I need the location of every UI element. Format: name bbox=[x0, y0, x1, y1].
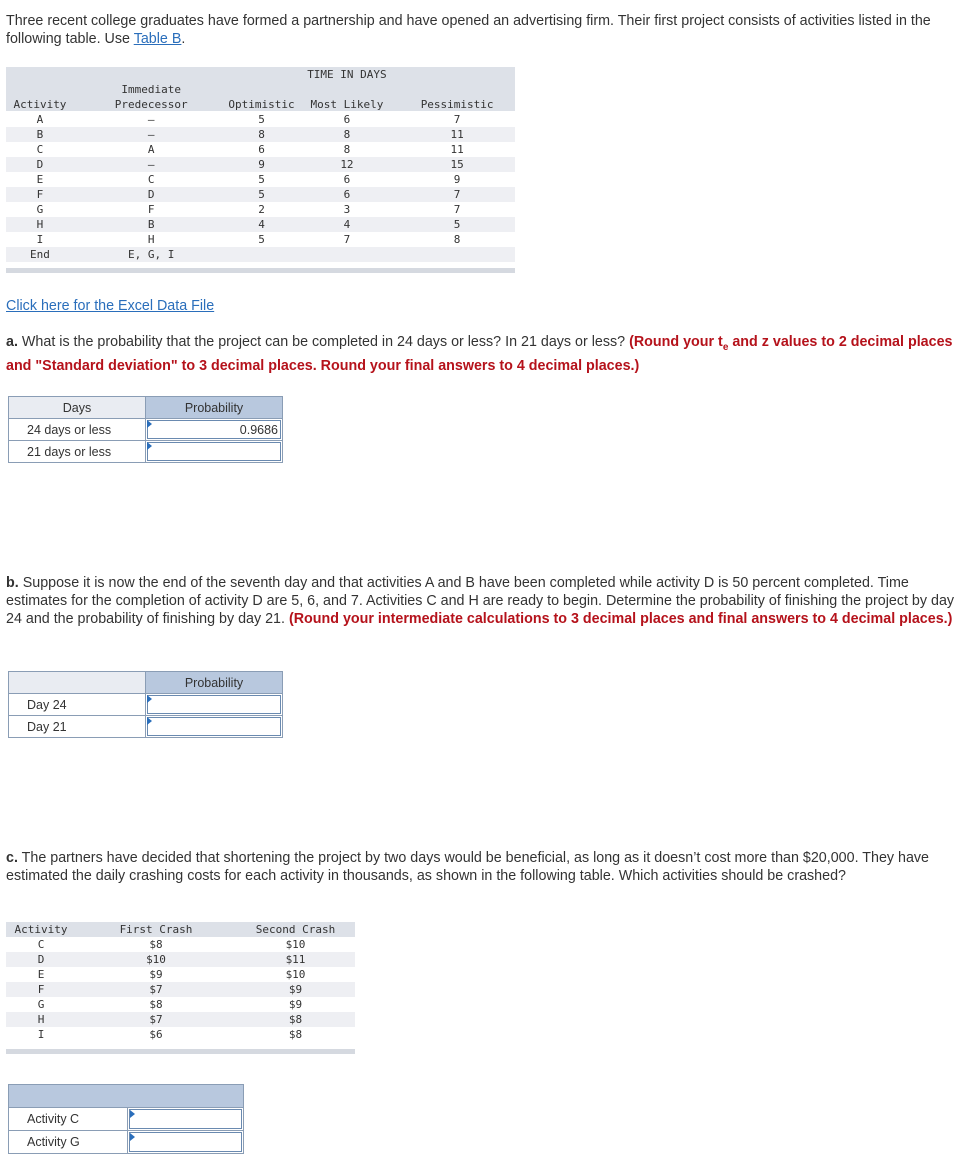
pessimistic-cell: 15 bbox=[399, 157, 515, 172]
answer-input-activity-c[interactable] bbox=[129, 1109, 242, 1129]
second-crash-header: Second Crash bbox=[236, 922, 355, 937]
crash-activity-cell: F bbox=[6, 982, 76, 997]
first-crash-cell: $7 bbox=[76, 1012, 236, 1027]
pessimistic-cell: 11 bbox=[399, 127, 515, 142]
probability-input-21-days[interactable] bbox=[146, 441, 283, 463]
predecessor-cell: A bbox=[147, 143, 155, 156]
first-crash-cell: $8 bbox=[149, 998, 163, 1011]
activity-cell: H bbox=[6, 217, 74, 232]
activity-cell: F bbox=[6, 187, 74, 202]
most-likely-cell: 12 bbox=[295, 157, 400, 172]
activity-cell: G bbox=[36, 203, 44, 216]
crash-activity-cell: G bbox=[37, 998, 45, 1011]
part-a-answer-table bbox=[8, 396, 283, 463]
table-divider bbox=[6, 268, 515, 273]
crash-activity-cell: D bbox=[6, 952, 76, 967]
second-crash-cell: $9 bbox=[236, 982, 355, 997]
part-b-answer-table bbox=[8, 671, 283, 738]
activity-row bbox=[6, 232, 515, 247]
crash-activity-cell: H bbox=[6, 1012, 76, 1027]
predecessor-cell: B bbox=[74, 217, 229, 232]
optimistic-cell: 5 bbox=[228, 187, 294, 202]
part-c-text: The partners have decided that shortening the project by two days would be beneficial, as long as it doesn’t cost more than $20,000. They have estimated the daily crashing costs for each activity in thousands, as shown in the following table. Which activities should be crashed? bbox=[6, 850, 930, 884]
days-header: Days bbox=[9, 397, 146, 419]
first-crash-cell: $8 bbox=[149, 938, 163, 951]
optimistic-header: Optimistic bbox=[228, 98, 295, 111]
crash-row bbox=[6, 982, 355, 997]
first-crash-cell: $6 bbox=[149, 1028, 163, 1041]
most-likely-cell: 3 bbox=[343, 203, 351, 216]
activity-cell: D bbox=[6, 157, 74, 172]
activity-cell: B bbox=[6, 127, 74, 142]
part-a-label: a. bbox=[6, 334, 18, 350]
part-b-question bbox=[6, 574, 958, 628]
activity-row bbox=[6, 247, 515, 262]
predecessor-header-line2: Predecessor bbox=[114, 98, 188, 111]
blank-header bbox=[9, 672, 146, 694]
predecessor-cell: D bbox=[74, 187, 229, 202]
crash-row bbox=[6, 1012, 355, 1027]
first-crash-cell: $7 bbox=[76, 982, 236, 997]
crash-activity-header: Activity bbox=[6, 922, 76, 937]
crash-row bbox=[6, 937, 355, 952]
second-crash-cell: $10 bbox=[285, 968, 306, 981]
intro-after: . bbox=[181, 31, 186, 47]
crash-row bbox=[6, 997, 355, 1012]
most-likely-cell: 6 bbox=[343, 173, 351, 186]
table-b-link[interactable]: Table B bbox=[133, 31, 182, 47]
answer-input-activity-g[interactable] bbox=[129, 1132, 242, 1152]
predecessor-cell: — bbox=[147, 113, 155, 126]
pessimistic-cell: 11 bbox=[450, 143, 464, 156]
part-c-label: c. bbox=[6, 850, 18, 866]
crash-activity-cell: C bbox=[37, 938, 45, 951]
answer-label-activity-g: Activity G bbox=[9, 1131, 128, 1153]
probability-header-b: Probability bbox=[146, 672, 283, 694]
activity-row bbox=[6, 217, 515, 232]
predecessor-cell: E, G, I bbox=[74, 247, 229, 262]
most-likely-cell: 6 bbox=[295, 187, 400, 202]
probability-input-day-24[interactable] bbox=[146, 694, 283, 716]
crash-table-divider bbox=[6, 1049, 355, 1054]
activity-row bbox=[6, 127, 515, 142]
activity-row bbox=[6, 202, 515, 217]
intro-text: Three recent college graduates have formed a partnership and have opened an advertising firm. Their first project consists of activities listed in the following table. Use bbox=[6, 13, 931, 47]
activity-cell: E bbox=[36, 173, 44, 186]
optimistic-cell: 8 bbox=[228, 127, 294, 142]
most-likely-cell: 6 bbox=[343, 113, 351, 126]
optimistic-cell: 4 bbox=[228, 217, 294, 232]
row-label-21-days: 21 days or less bbox=[9, 441, 146, 463]
part-a-instruction: (Round your $t_e$ and z values to 2 decimal places and "Standard deviation" to 3 decimal places. Round your final answers to 4 decimal places.) bbox=[6, 334, 953, 374]
excel-link-row bbox=[6, 297, 958, 315]
part-c-answer-header bbox=[8, 1084, 244, 1108]
predecessor-cell: C bbox=[147, 173, 155, 186]
second-crash-cell: $10 bbox=[285, 938, 306, 951]
most-likely-cell: 7 bbox=[343, 233, 351, 246]
crash-activity-cell: E bbox=[37, 968, 45, 981]
part-b-label: b. bbox=[6, 575, 19, 591]
row-label-24-days: 24 days or less bbox=[9, 419, 146, 441]
optimistic-cell: 5 bbox=[258, 113, 265, 126]
probability-value-24-days: 0.9686 bbox=[239, 423, 278, 437]
pessimistic-cell: 8 bbox=[453, 233, 461, 246]
activity-row bbox=[6, 187, 515, 202]
most-likely-cell: 8 bbox=[343, 143, 351, 156]
part-b-text: Suppose it is now the end of the seventh day and that activities A and B have been completed while activity D is 50 percent completed. Time estimates for the completion of activity D are 5, 6, and 7. Activities C and H are ready to begin. Determine the probability of finishing the project by day 24 and the probability of finishing by day 21. bbox=[6, 575, 955, 627]
part-a-question bbox=[6, 333, 958, 375]
activity-row bbox=[6, 142, 515, 157]
optimistic-cell: 5 bbox=[258, 173, 265, 186]
optimistic-cell: 5 bbox=[258, 233, 265, 246]
pessimistic-cell: 7 bbox=[453, 203, 461, 216]
most-likely-cell bbox=[295, 247, 400, 262]
second-crash-cell: $11 bbox=[236, 952, 355, 967]
pessimistic-cell bbox=[399, 247, 515, 262]
probability-input-24-days[interactable] bbox=[146, 419, 283, 441]
predecessor-cell: — bbox=[74, 127, 229, 142]
pessimistic-cell: 7 bbox=[399, 187, 515, 202]
most-likely-cell: 4 bbox=[295, 217, 400, 232]
pessimistic-cell: 9 bbox=[453, 173, 461, 186]
optimistic-cell bbox=[228, 247, 294, 262]
part-a-text: What is the probability that the project can be completed in 24 days or less? In 21 days or less? bbox=[21, 334, 626, 350]
excel-data-link[interactable]: Click here for the Excel Data File bbox=[6, 298, 215, 314]
predecessor-header-line1: Immediate bbox=[121, 83, 181, 96]
first-crash-cell: $10 bbox=[76, 952, 236, 967]
row-label-day-21: Day 21 bbox=[9, 716, 146, 738]
activity-row bbox=[6, 157, 515, 172]
crash-cost-table bbox=[6, 922, 355, 1042]
activity-header: Activity bbox=[13, 98, 67, 111]
predecessor-cell: H bbox=[147, 233, 155, 246]
activity-row bbox=[6, 172, 515, 187]
activity-cell: I bbox=[36, 233, 44, 246]
pessimistic-cell: 5 bbox=[399, 217, 515, 232]
activity-cell: A bbox=[36, 113, 44, 126]
part-c-answer-table bbox=[8, 1084, 244, 1154]
crash-row bbox=[6, 952, 355, 967]
pessimistic-cell: 7 bbox=[453, 113, 461, 126]
predecessor-cell: — bbox=[74, 157, 229, 172]
predecessor-cell: F bbox=[147, 203, 155, 216]
optimistic-cell: 9 bbox=[228, 157, 294, 172]
part-c-question bbox=[6, 849, 958, 885]
crash-row bbox=[6, 967, 355, 982]
activity-cell: C bbox=[36, 143, 44, 156]
most-likely-cell: 8 bbox=[295, 127, 400, 142]
part-b-instruction: (Round your intermediate calculations to 3 decimal places and final answers to 4 decimal places.) bbox=[288, 611, 953, 627]
time-in-days-header: TIME IN DAYS bbox=[307, 68, 387, 81]
activity-row bbox=[6, 112, 515, 127]
crash-activity-cell: I bbox=[37, 1028, 45, 1041]
second-crash-cell: $8 bbox=[236, 1012, 355, 1027]
most-likely-header: Most Likely bbox=[310, 98, 384, 111]
optimistic-cell: 2 bbox=[258, 203, 265, 216]
activity-cell: End bbox=[6, 247, 74, 262]
intro-paragraph bbox=[6, 12, 958, 48]
pessimistic-header: Pessimistic bbox=[420, 98, 494, 111]
optimistic-cell: 6 bbox=[258, 143, 265, 156]
second-crash-cell: $9 bbox=[288, 998, 303, 1011]
activity-table bbox=[6, 67, 515, 262]
first-crash-header: First Crash bbox=[76, 922, 236, 937]
answer-label-activity-c: Activity C bbox=[9, 1108, 128, 1130]
second-crash-cell: $8 bbox=[288, 1028, 303, 1041]
crash-row bbox=[6, 1027, 355, 1042]
probability-input-day-21[interactable] bbox=[146, 716, 283, 738]
probability-header: Probability bbox=[146, 397, 283, 419]
first-crash-cell: $9 bbox=[149, 968, 163, 981]
row-label-day-24: Day 24 bbox=[9, 694, 146, 716]
